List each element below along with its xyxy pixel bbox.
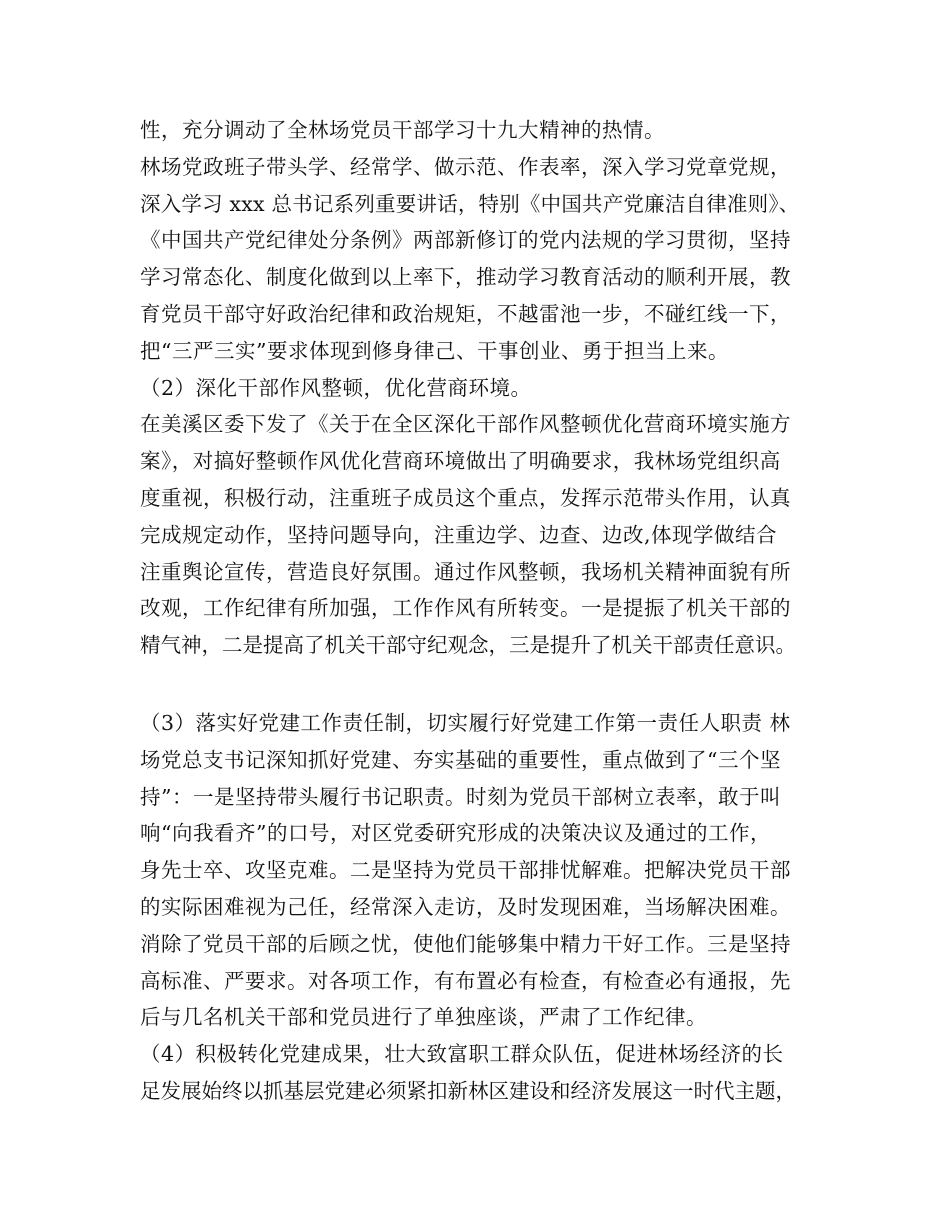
text-line: 身先士卒、攻坚克难。二是坚持为党员干部排忧解难。把解决党员干部 [140,858,791,883]
text-line: 完成规定动作，坚持问题导向，注重边学、边查、边改,体现学做结合 [140,522,778,547]
text-line: 响“向我看齐”的口号，对区党委研究形成的决策决议及通过的工作， [140,821,771,846]
text-line: 育党员干部守好政治纪律和政治规矩，不越雷池一步，不碰红线一下， [140,301,791,326]
section-heading-4: （4）积极转化党建成果，壮大致富职工群众队伍，促进林场经济的长 [140,1042,784,1067]
text-line: 持”：一是坚持带头履行书记职责。时刻为党员干部树立表率，敢于叫 [140,784,781,809]
document-body [140,112,840,1110]
text-line: 度重视，积极行动，注重班子成员这个重点，发挥示范带头作用，认真 [140,485,791,510]
text-line: 把“三严三实”要求体现到修身律己、干事创业、勇于担当上来。 [140,338,729,363]
text-line: 后与几名机关干部和党员进行了单独座谈，严肃了工作纪律。 [140,1005,707,1030]
text-line: 在美溪区委下发了《关于在全区深化干部作风整顿优化营商环境实施方 [140,412,791,437]
section-heading-3: （3）落实好党建工作责任制，切实履行好党建工作第一责任人职责 林 [140,710,791,735]
text-line: 精气神，二是提高了机关干部守纪观念，三是提升了机关干部责任意识。 [140,633,796,658]
text-line: 学习常态化、制度化做到以上率下，推动学习教育活动的顺利开展，教 [140,265,791,290]
text-line: 林场党政班子带头学、经常学、做示范、作表率，深入学习党章党规， [140,154,791,179]
section-heading-2: （2）深化干部作风整顿，优化营商环境。 [140,375,532,400]
text-line: 改观，工作纪律有所加强，工作作风有所转变。一是提振了机关干部的 [140,596,791,621]
paragraph-gap [140,664,840,705]
text-line: 足发展始终以抓基层党建必须紧扣新林区建设和经济发展这一时代主题， [140,1078,796,1103]
text-line: 高标准、严要求。对各项工作，有布置必有检查，有检查必有通报，先 [140,968,791,993]
text-line: 消除了党员干部的后顾之忧，使他们能够集中精力干好工作。三是坚持 [140,931,791,956]
text-line: 场党总支书记深知抓好党建、夯实基础的重要性，重点做到了“三个坚 [140,747,781,772]
text-line: 《中国共产党纪律处分条例》两部新修订的党内法规的学习贯彻，坚持 [140,228,791,253]
text-line: 深入学习 xxx 总书记系列重要讲话，特别《中国共产党廉洁自律准则》、 [140,191,800,216]
text-line: 案》，对搞好整顿作风优化营商环境做出了明确要求，我林场党组织高 [140,449,781,474]
text-line: 注重舆论宣传，营造良好氛围。通过作风整顿，我场机关精神面貌有所 [140,559,791,584]
text-line: 的实际困难视为己任，经常深入走访，及时发现困难，当场解决困难。 [140,894,791,919]
text-line: 性，充分调动了全林场党员干部学习十九大精神的热情。 [140,118,665,142]
